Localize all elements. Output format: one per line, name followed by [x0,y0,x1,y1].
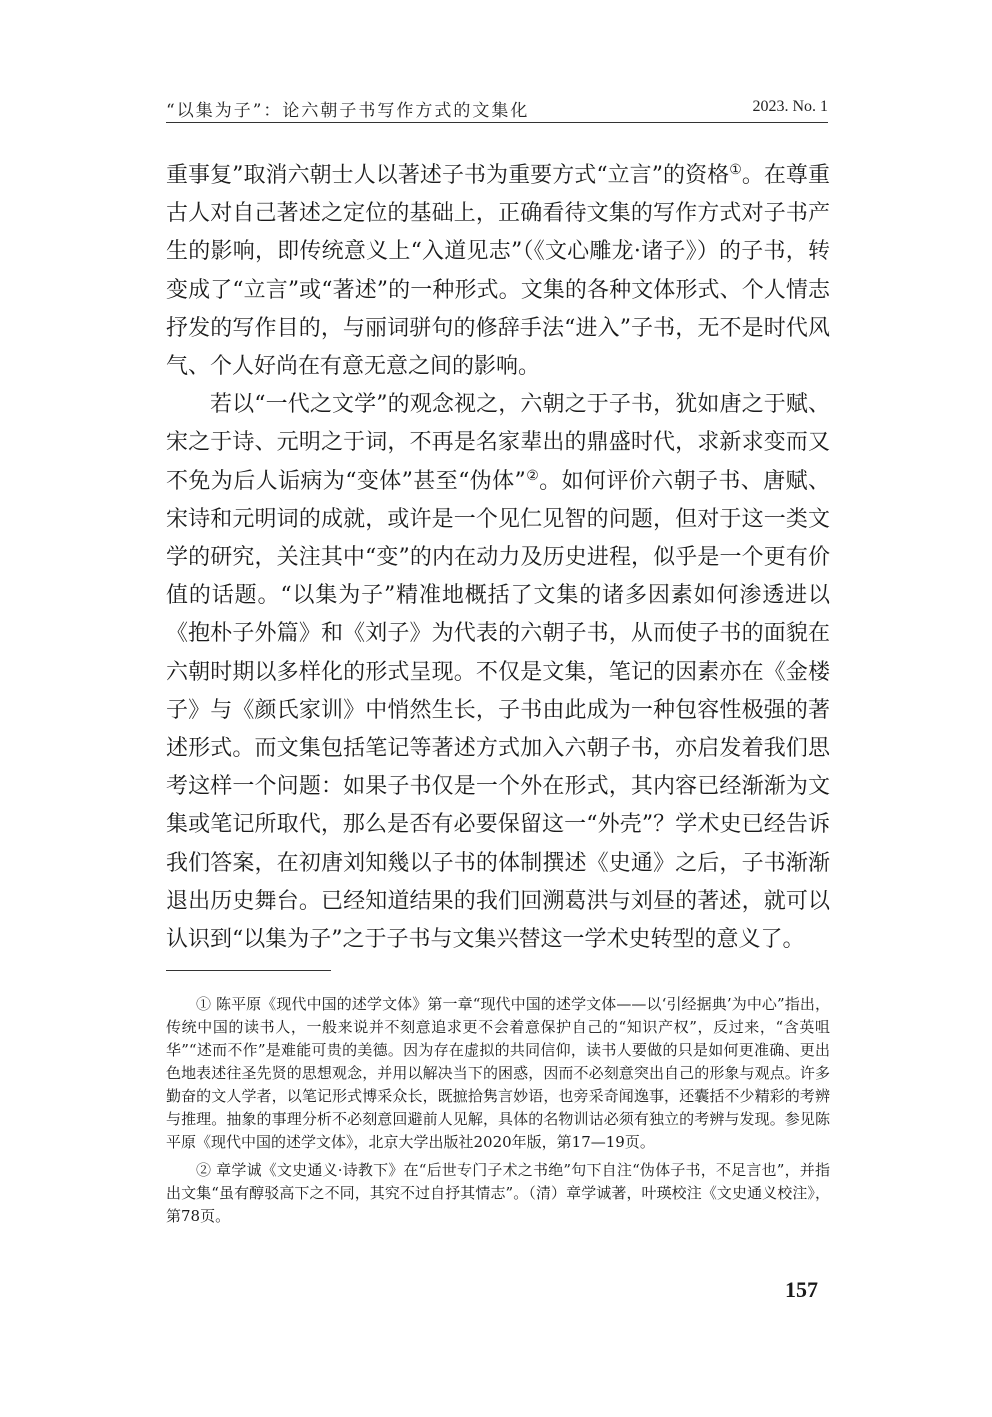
body-paragraph-1 [166,157,830,386]
footnote-divider [166,970,331,971]
body-paragraph-1-text-b: 。在尊重古人对自己著述之定位的基础上，正确看待文集的写作方式对子书产生的影响，即传统意义上“入道见志”（《文心雕龙·诸子》）的子书，转变成了“立言”或“著述”的一种形式。文集的各种文体形式、个人情志抒发的写作目的，与丽词骈句的修辞手法“进入”子书，无不是时代风气、个人好尚在有意无意之间的影响。 [166,163,830,380]
footnote-ref-2[interactable]: ② [525,467,540,484]
body-paragraph-2-text-b: 。如何评价六朝子书、唐赋、宋诗和元明词的成就，或许是一个见仁见智的问题，但对于这一类文学的研究，关注其中“变”的内在动力及历史进程，似乎是一个更有价值的话题。“以集为子”精准地概括了文集的诸多因素如何渗透进以《抱朴子外篇》和《刘子》为代表的六朝子书，从而使子书的面貌在六朝时期以多样化的形式呈现。不仅是文集，笔记的因素亦在《金楼子》与《颜氏家训》中悄然生长，子书由此成为一种包容性极强的著述形式。而文集包括笔记等著述方式加入六朝子书，亦启发着我们思考这样一个问题：如果子书仅是一个外在形式，其内容已经渐渐为文集或笔记所取代，那么是否有必要保留这一“外壳”？学术史已经告诉我们答案，在初唐刘知幾以子书的体制撰述《史通》之后，子书渐渐退出历史舞台。已经知道结果的我们回溯葛洪与刘昼的著述，就可以认识到“以集为子”之于子书与文集兴替这一学术史转型的意义了。 [166,468,830,953]
footnote-2: ② 章学诚《文史通义·诗教下》在“后世专门子术之书绝”句下自注“伪体子书，不足言也”，并指出文集“虽有醇驳高下之不同，其究不过自抒其情志”。（清）章学诚著，叶瑛校注《文史通义校注》，第78页。 [166,1161,830,1225]
footnotes [166,993,830,1228]
article-title: “以集为子”：论六朝子书写作方式的文集化 [166,101,530,121]
body-paragraph-1-text-a: 重事复”取消六朝士人以著述子书为重要方式“立言”的资格 [166,163,730,188]
page-number: 157 [785,1277,818,1302]
body-paragraph-2 [166,386,830,959]
main-text [166,157,830,959]
footnote-ref-1[interactable]: ① [729,162,742,178]
journal-issue: 2023. No. 1 [752,98,828,115]
footnote-1: ① 陈平原《现代中国的述学文体》第一章“现代中国的述学文体——以‘引经据典’为中心”指出，传统中国的读书人，一般来说并不刻意追求更不会着意保护自己的“知识产权”，反过来，“含英咀华”“述而不作”是难能可贵的美德。因为存在虚拟的共同信仰，读书人要做的只是如何更准确、更出色地表述往圣先贤的思想观念，并用以解决当下的困惑，因而不必刻意突出自己的形象与观点。许多勤奋的文人学者，以笔记形式博采众长，既摭拾隽言妙语，也旁采奇闻逸事，还囊括不少精彩的考辨与推理。抽象的事理分析不必刻意回避前人见解，具体的名物训诂必须有独立的考辨与发现。参见陈平原《现代中国的述学文体》，北京大学出版社2020年版，第17—19页。 [166,995,830,1151]
body-paragraph-2-text-a: 若以“一代之文学”的观念视之，六朝之于子书，犹如唐之于赋、宋之于诗、元明之于词，不再是名家辈出的鼎盛时代，求新求变而又不免为后人诟病为“变体”甚至“伪体” [166,392,830,494]
running-header [166,96,828,123]
